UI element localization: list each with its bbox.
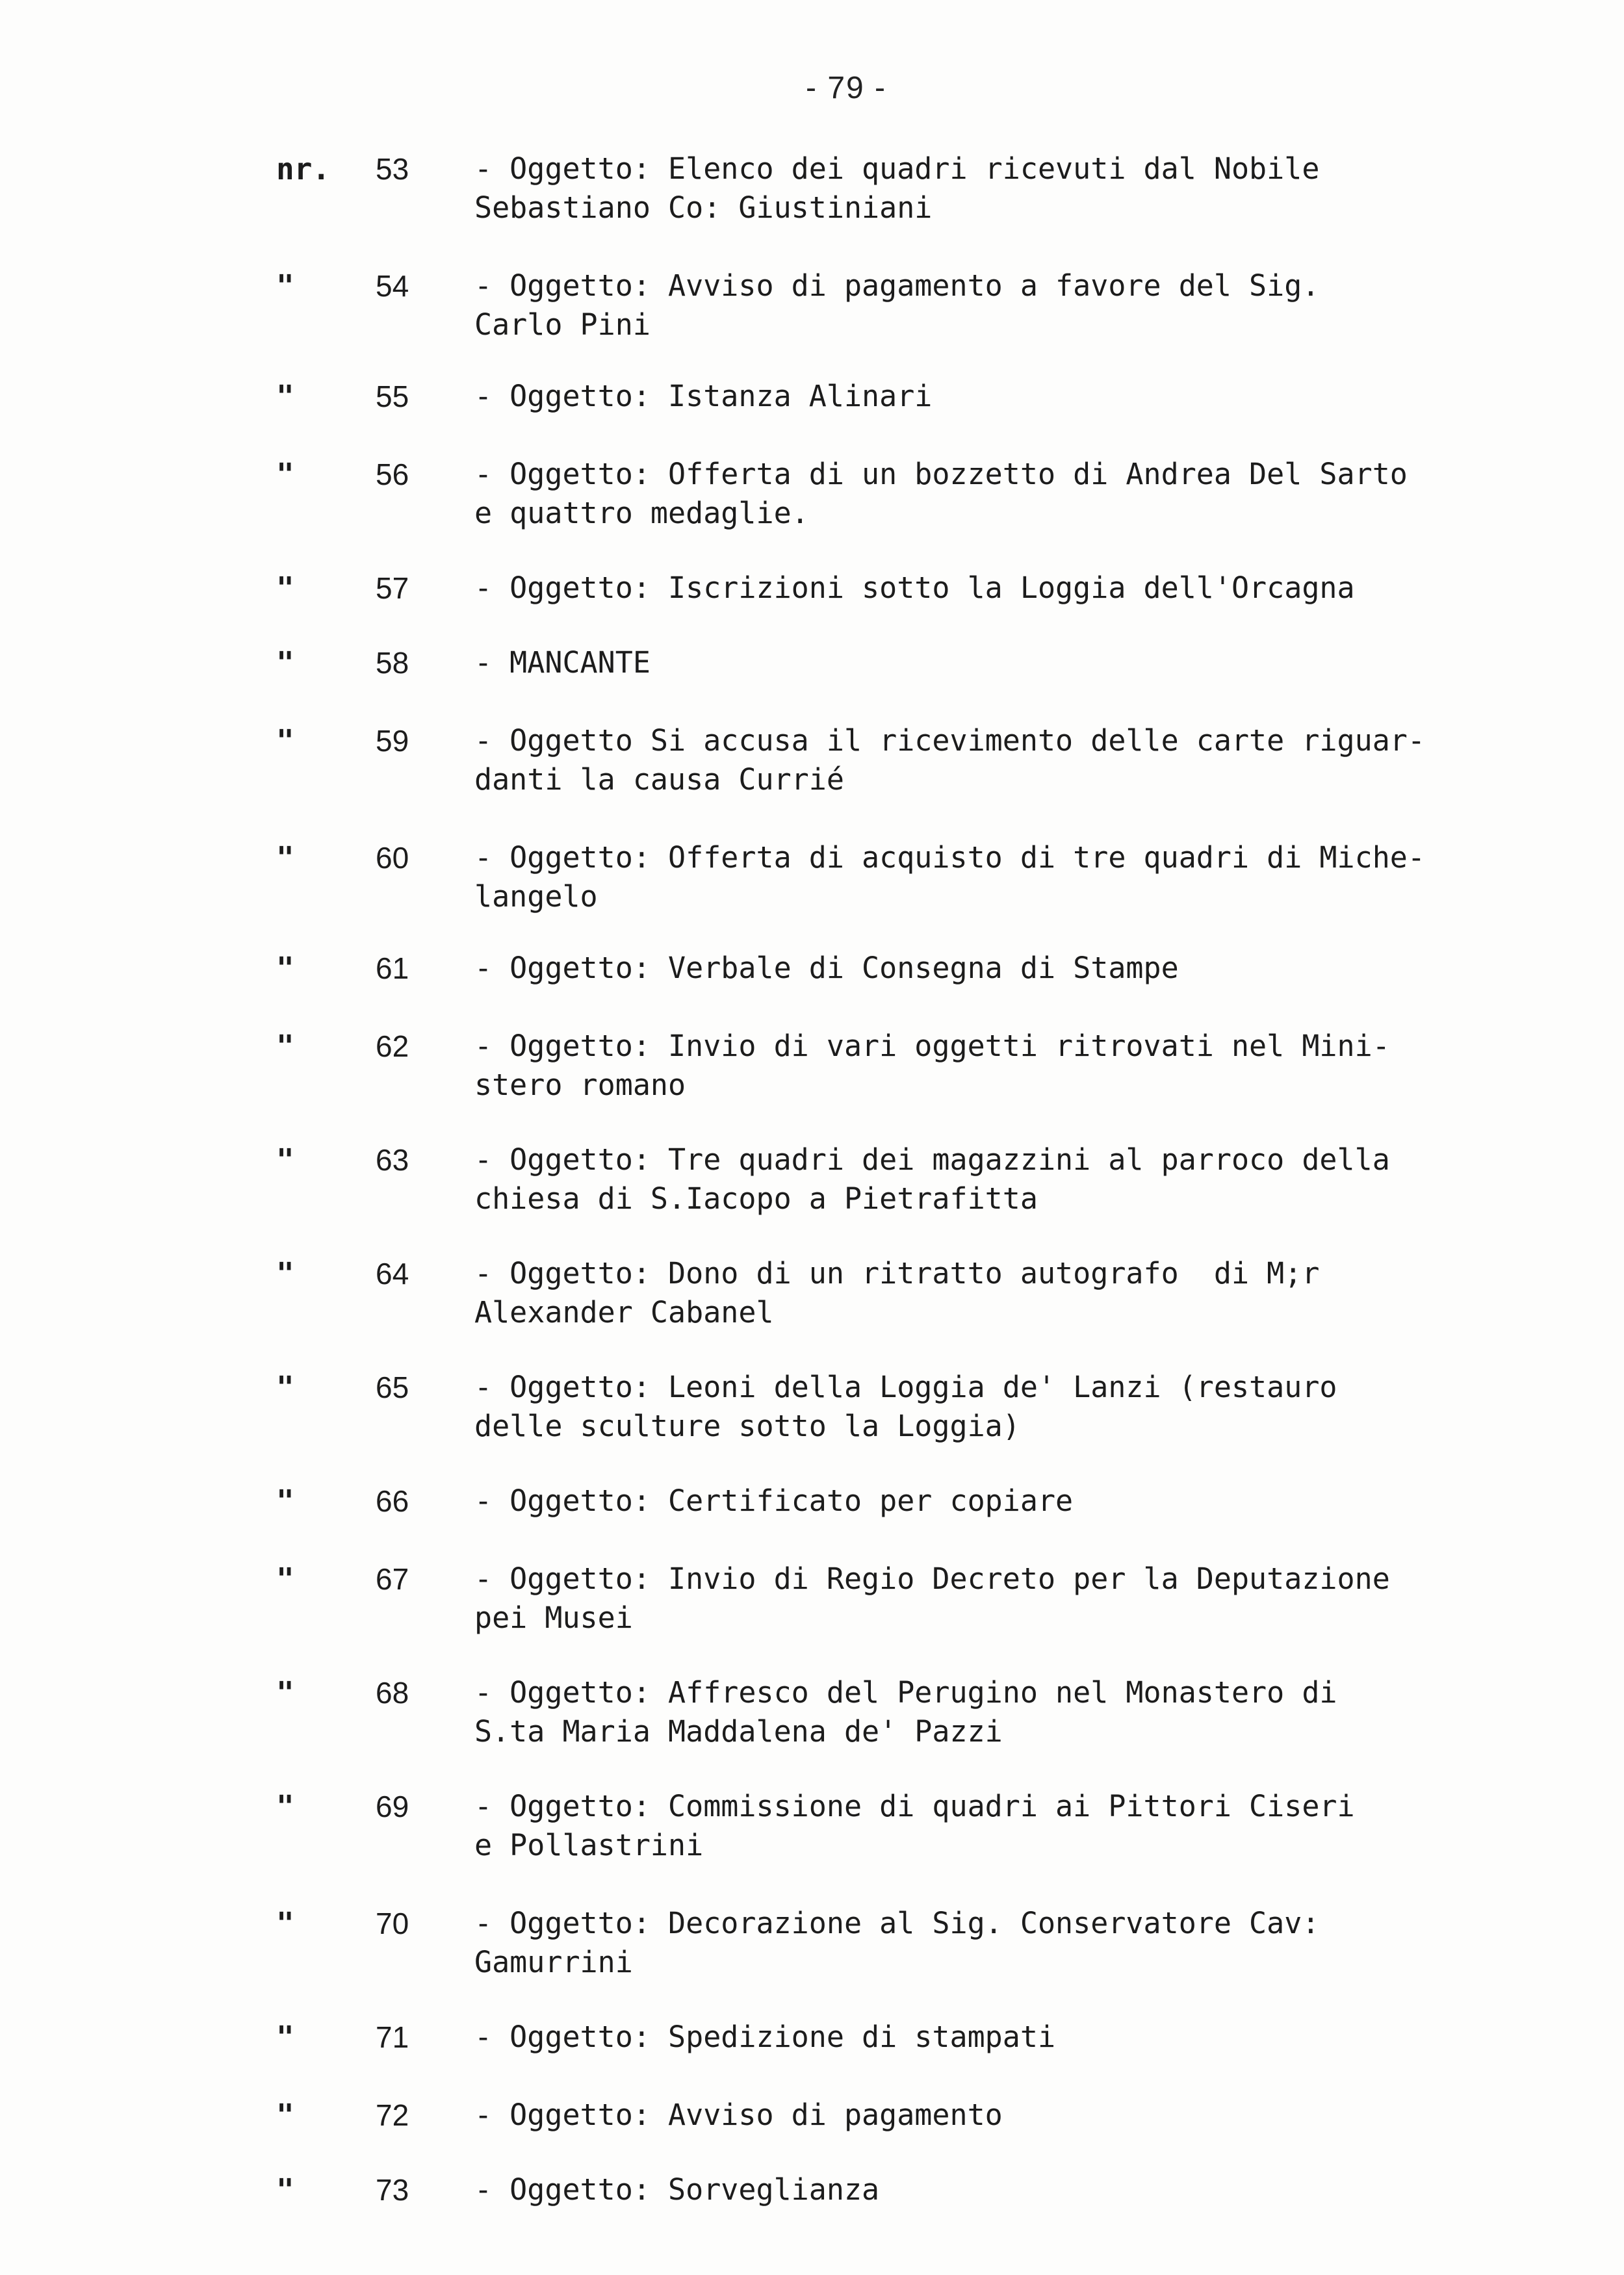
entry-number: 66	[376, 1484, 409, 1518]
entry-subject-line: - Oggetto: Spedizione di stampati	[474, 2020, 1056, 2054]
entry-prefix: "	[276, 1789, 294, 1824]
entry-prefix: "	[276, 723, 294, 758]
entry-number: 67	[376, 1562, 409, 1596]
entry-prefix: "	[276, 1906, 294, 1941]
entry-number: 58	[376, 646, 409, 680]
entry-subject-line: - Oggetto: Dono di un ritratto autografo di M;r	[474, 1256, 1320, 1291]
entry-subject-line: - Oggetto: Sorveglianza	[474, 2172, 880, 2207]
entry-subject-line: - Oggetto: Tre quadri dei magazzini al parroco della	[474, 1142, 1390, 1177]
entry-subject-continuation: Carlo Pini	[474, 307, 651, 342]
entry-prefix: "	[276, 951, 294, 986]
entry-prefix: "	[276, 1142, 294, 1177]
entry-subject-continuation: danti la causa Currié	[474, 762, 844, 797]
entry-prefix: "	[276, 1370, 294, 1405]
entry-prefix: "	[276, 1484, 294, 1519]
entry-subject-line: - Oggetto: Commissione di quadri ai Pittori Ciseri	[474, 1789, 1355, 1823]
entry-subject-line: - Oggetto: Decorazione al Sig. Conservatore Cav:	[474, 1906, 1320, 1940]
entry-subject-continuation: e Pollastrini	[474, 1828, 704, 1862]
entry-prefix: "	[276, 379, 294, 414]
entry-prefix: "	[276, 2172, 294, 2207]
entry-number: 64	[376, 1257, 409, 1291]
entry-prefix: "	[276, 645, 294, 680]
entry-prefix: "	[276, 268, 294, 303]
entry-prefix: "	[276, 1562, 294, 1597]
entry-number: 60	[376, 841, 409, 875]
entry-subject-line: - Oggetto: Offerta di un bozzetto di Andrea Del Sarto	[474, 457, 1408, 491]
entry-subject-continuation: e quattro medaglie.	[474, 496, 809, 530]
entry-subject-continuation: Gamurrini	[474, 1945, 633, 1979]
entry-number: 65	[376, 1370, 409, 1404]
entry-subject-continuation: langelo	[474, 879, 598, 914]
entry-number: 55	[376, 379, 409, 413]
entry-subject-line: - Oggetto: Elenco dei quadri ricevuti dal Nobile	[474, 151, 1320, 186]
entry-subject-line: - Oggetto: Offerta di acquisto di tre quadri di Miche-	[474, 840, 1425, 875]
entry-number: 71	[376, 2020, 409, 2054]
entry-prefix: "	[276, 1256, 294, 1291]
entry-number: 72	[376, 2098, 409, 2132]
entry-prefix: "	[276, 1029, 294, 1064]
entry-prefix: nr.	[276, 151, 331, 186]
entry-number: 68	[376, 1676, 409, 1710]
entry-number: 61	[376, 951, 409, 985]
entry-number: 57	[376, 571, 409, 605]
entry-number: 56	[376, 457, 409, 491]
entry-number: 54	[376, 269, 409, 303]
entry-subject-line: - Oggetto: Avviso di pagamento a favore del Sig.	[474, 268, 1320, 303]
entry-prefix: "	[276, 571, 294, 606]
entry-subject-line: - Oggetto: Invio di Regio Decreto per la Deputazione	[474, 1562, 1390, 1596]
entry-number: 62	[376, 1029, 409, 1063]
entry-prefix: "	[276, 2098, 294, 2133]
entry-subject-line: - Oggetto: Verbale di Consegna di Stampe	[474, 951, 1179, 985]
entry-subject-continuation: Alexander Cabanel	[474, 1295, 774, 1330]
entry-subject-line: - MANCANTE	[474, 645, 651, 680]
entry-subject-continuation: S.ta Maria Maddalena de' Pazzi	[474, 1714, 1003, 1749]
entry-subject-continuation: stero romano	[474, 1068, 686, 1102]
entry-subject-line: - Oggetto: Leoni della Loggia de' Lanzi (restauro	[474, 1370, 1337, 1404]
entry-subject-continuation: delle sculture sotto la Loggia)	[474, 1409, 1020, 1443]
entry-prefix: "	[276, 1675, 294, 1710]
entry-number: 59	[376, 724, 409, 758]
entry-number: 63	[376, 1143, 409, 1177]
entry-subject-continuation: chiesa di S.Iacopo a Pietrafitta	[474, 1181, 1038, 1216]
entry-number: 69	[376, 1790, 409, 1823]
entry-prefix: "	[276, 840, 294, 875]
entry-subject-line: - Oggetto: Invio di vari oggetti ritrovati nel Mini-	[474, 1029, 1390, 1063]
page-number: - 79 -	[806, 71, 887, 105]
entry-subject-line: - Oggetto: Certificato per copiare	[474, 1484, 1074, 1518]
entry-number: 53	[376, 152, 409, 186]
entry-subject-line: - Oggetto: Istanza Alinari	[474, 379, 933, 413]
entry-subject-continuation: Sebastiano Co: Giustiniani	[474, 190, 933, 225]
entry-subject-line: - Oggetto: Avviso di pagamento	[474, 2098, 1003, 2132]
entry-number: 70	[376, 1907, 409, 1940]
entry-prefix: "	[276, 457, 294, 492]
entry-subject-line: - Oggetto: Iscrizioni sotto la Loggia dell'Orcagna	[474, 571, 1355, 605]
entry-number: 73	[376, 2173, 409, 2207]
entry-subject-line: - Oggetto Si accusa il ricevimento delle carte riguar-	[474, 723, 1425, 758]
entry-subject-continuation: pei Musei	[474, 1600, 633, 1635]
entry-subject-line: - Oggetto: Affresco del Perugino nel Monastero di	[474, 1675, 1337, 1710]
entry-prefix: "	[276, 2020, 294, 2055]
